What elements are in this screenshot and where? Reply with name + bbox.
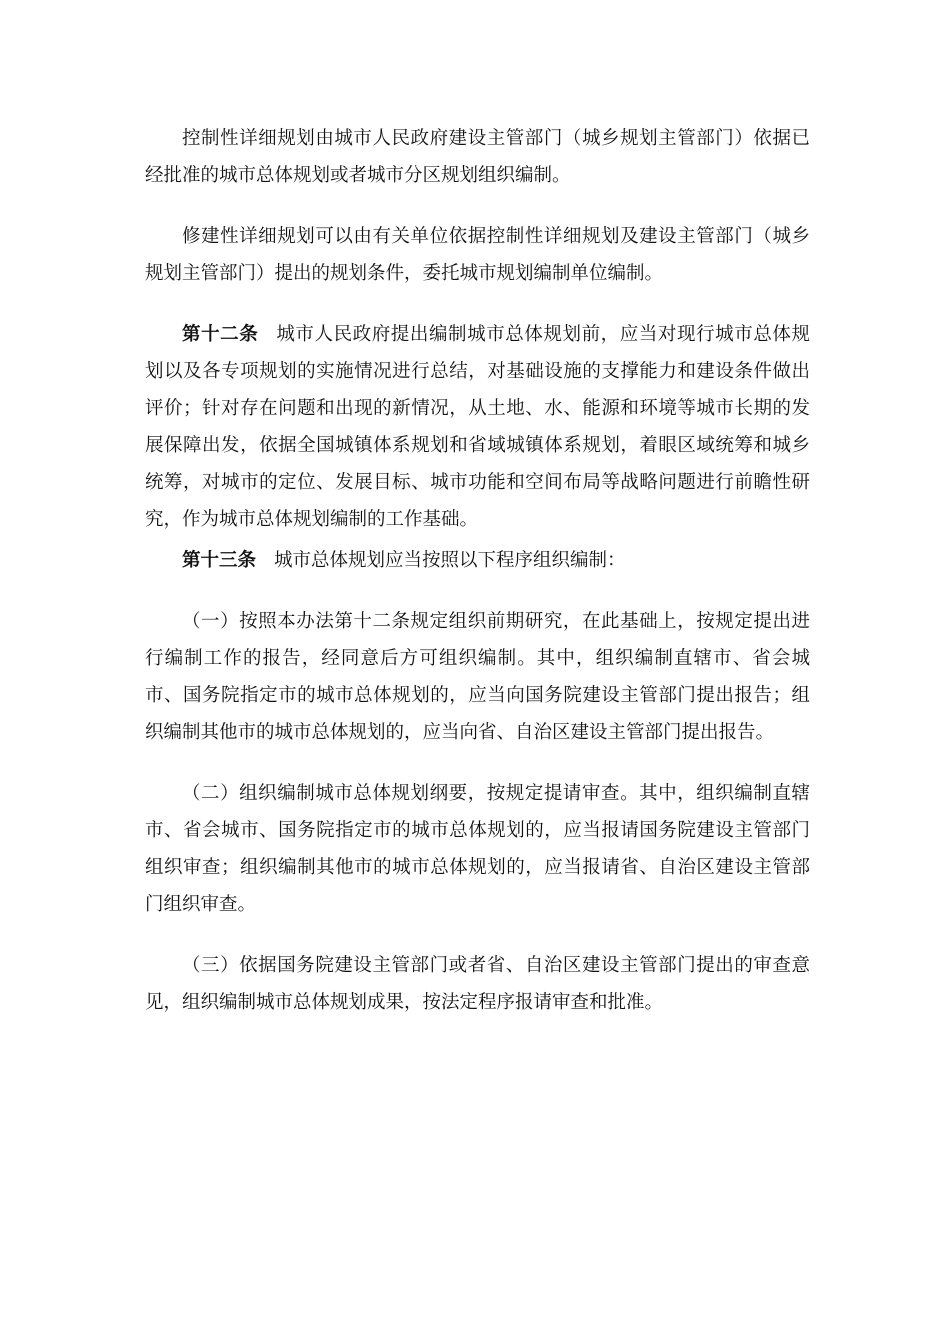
list-item-1 <box>145 603 810 751</box>
article-text: 城市总体规划应当按照以下程序组织编制： <box>274 550 626 571</box>
article-number: 第十二条 <box>182 324 259 345</box>
paragraph-text: 控制性详细规划由城市人民政府建设主管部门（城乡规划主管部门）依据已经批准的城市总体规划或者城市分区规划组织编制。 <box>145 128 810 186</box>
document-page <box>145 120 810 1021</box>
article-13 <box>145 542 810 579</box>
list-item-2 <box>145 775 810 923</box>
list-item-3 <box>145 947 810 1021</box>
article-12 <box>145 316 810 538</box>
list-item-text: （一）按照本办法第十二条规定组织前期研究，在此基础上，按规定提出进行编制工作的报告，经同意后方可组织编制。其中，组织编制直辖市、省会城市、国务院指定市的城市总体规划的，应当向国务院建设主管部门提出报告；组织编制其他市的城市总体规划的，应当向省、自治区建设主管部门提出报告。 <box>145 611 810 743</box>
list-item-text: （二）组织编制城市总体规划纲要，按规定提请审查。其中，组织编制直辖市、省会城市、国务院指定市的城市总体规划的，应当报请国务院建设主管部门组织审查；组织编制其他市的城市总体规划的，应当报请省、自治区建设主管部门组织审查。 <box>145 783 810 915</box>
article-number: 第十三条 <box>182 550 257 571</box>
paragraph-construction-plan <box>145 218 810 292</box>
paragraph-text: 修建性详细规划可以由有关单位依据控制性详细规划及建设主管部门（城乡规划主管部门）提出的规划条件，委托城市规划编制单位编制。 <box>145 226 810 284</box>
article-text: 城市人民政府提出编制城市总体规划前，应当对现行城市总体规划以及各专项规划的实施情况进行总结，对基础设施的支撑能力和建设条件做出评价；针对存在问题和出现的新情况，从土地、水、能源和环境等城市长期的发展保障出发，依据全国城镇体系规划和省域城镇体系规划，着眼区域统筹和城乡统筹，对城市的定位、发展目标、城市功能和空间布局等战略问题进行前瞻性研究，作为城市总体规划编制的工作基础。 <box>145 324 810 530</box>
paragraph-control-plan <box>145 120 810 194</box>
list-item-text: （三）依据国务院建设主管部门或者省、自治区建设主管部门提出的审查意见，组织编制城市总体规划成果，按法定程序报请审查和批准。 <box>145 955 810 1013</box>
